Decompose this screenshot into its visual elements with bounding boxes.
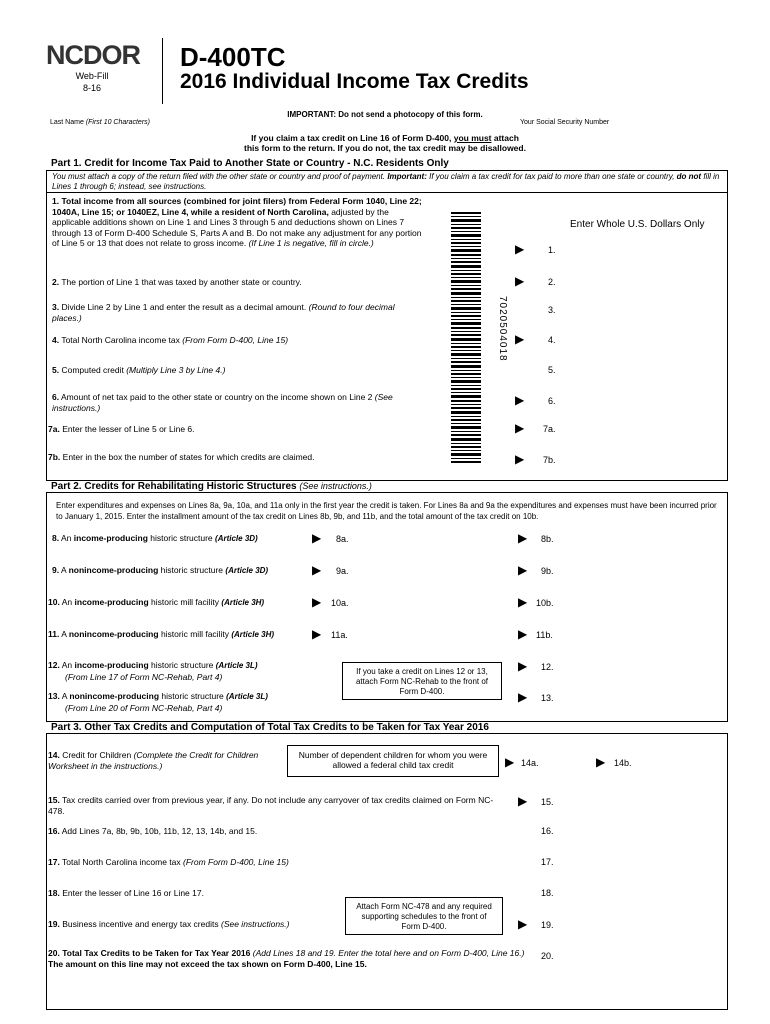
line-15: [48, 795, 498, 816]
claim-text-must: you must: [453, 133, 492, 143]
line-12-pre: An: [61, 660, 73, 670]
line-4-text: Total North Carolina income tax: [61, 335, 180, 345]
part3-header: [46, 721, 728, 734]
line-2-num: 2.: [52, 277, 60, 287]
line-5-num: 5.: [52, 365, 60, 375]
arrow-icon: ▶: [515, 332, 525, 346]
line-13-ref: (Article 3L): [226, 692, 268, 701]
line-10-num: 10.: [48, 597, 60, 607]
box-11a-label[interactable]: 11a.: [331, 630, 348, 640]
nc-rehab-callout: If you take a credit on Lines 12 or 13, attach Form NC-Rehab to the front of Form D-400.: [342, 662, 502, 700]
line-20-num: 20.: [48, 948, 60, 958]
box-2-label[interactable]: 2.: [548, 277, 556, 287]
arrow-icon: ▶: [596, 755, 606, 769]
line-18-text: Enter the lesser of Line 16 or Line 17.: [62, 888, 204, 898]
line-7b: [48, 452, 428, 463]
box-7b-label[interactable]: 7b.: [543, 455, 556, 465]
box-5-label[interactable]: 5.: [548, 365, 556, 375]
line-11-post: historic mill facility: [160, 629, 229, 639]
line-8-post: historic structure: [150, 533, 213, 543]
line-18: [48, 888, 204, 899]
line-8-ref: (Article 3D): [215, 534, 258, 543]
line-2: [52, 277, 424, 288]
arrow-icon: ▶: [515, 452, 525, 466]
line-16: [48, 826, 257, 837]
arrow-icon: ▶: [312, 595, 322, 609]
line-4: [52, 335, 424, 346]
line-19-text: Business incentive and energy tax credits: [62, 919, 219, 929]
box-6-label[interactable]: 6.: [548, 396, 556, 406]
arrow-icon: ▶: [518, 563, 528, 577]
line-20-bold2: The amount on this line may not exceed the tax shown on Form D-400, Line 15.: [48, 958, 367, 969]
nc-478-callout: Attach Form NC-478 and any required supporting schedules to the front of Form D-400.: [345, 897, 503, 935]
line-1-italic: (If Line 1 is negative, fill in circle.): [248, 238, 374, 248]
line-7b-num: 7b.: [48, 452, 61, 462]
box-7a-label[interactable]: 7a.: [543, 424, 556, 434]
barcode: [451, 212, 501, 464]
arrow-icon: ▶: [518, 595, 528, 609]
line-16-num: 16.: [48, 826, 60, 836]
claim-text-b: attach: [493, 133, 519, 143]
arrow-icon: ▶: [515, 242, 525, 256]
line-2-text: The portion of Line 1 that was taxed by another state or country.: [61, 277, 302, 287]
line-17: [48, 857, 289, 868]
line-1: [52, 196, 424, 249]
line-9-pre: A: [61, 565, 67, 575]
form-id: D-400TC: [180, 42, 286, 72]
part3-title: Part 3. Other Tax Credits and Computation of Total Tax Credits to be Taken for Tax Year 2016: [51, 722, 489, 733]
last-name-text: Last Name: [50, 119, 84, 126]
part1-note-do-not: do not: [676, 172, 702, 181]
line-11-bold: nonincome-producing: [68, 629, 159, 639]
web-fill-label: [62, 70, 122, 94]
arrow-icon: ▶: [518, 531, 528, 545]
line-8-bold: income-producing: [73, 533, 148, 543]
part1-header: [46, 158, 728, 171]
box-14b-label[interactable]: 14b.: [614, 758, 632, 768]
line-13-post: historic structure: [161, 691, 224, 701]
line-15-num: 15.: [48, 795, 60, 805]
arrow-icon: ▶: [518, 690, 528, 704]
arrow-icon: ▶: [312, 627, 322, 641]
arrow-icon: ▶: [505, 755, 515, 769]
part1-note: [52, 172, 722, 192]
web-fill-text: Web-Fill: [75, 71, 109, 81]
line-12-bold: income-producing: [74, 660, 149, 670]
ncdor-logo: NCDOR: [46, 40, 140, 70]
part1-title: Part 1. Credit for Income Tax Paid to Another State or Country - N.C. Residents Only: [51, 158, 449, 169]
line-4-italic: (From Form D-400, Line 15): [182, 335, 289, 345]
box-3-label[interactable]: 3.: [548, 305, 556, 315]
arrow-icon: ▶: [312, 563, 322, 577]
box-18-label[interactable]: 18.: [541, 888, 554, 898]
line-11-num: 11.: [48, 629, 60, 639]
line-1-num: 1.: [52, 196, 60, 206]
line-3-num: 3.: [52, 302, 60, 312]
box-11b-label[interactable]: 11b.: [536, 630, 553, 640]
arrow-icon: ▶: [312, 531, 322, 545]
line-13: [48, 691, 338, 713]
part1-note-divider: [46, 192, 728, 193]
line-12-num: 12.: [48, 660, 60, 670]
claim-text-a: If you claim a tax credit on Line 16 of Form D-400,: [251, 133, 452, 143]
line-6-italic: (See instructions.): [52, 392, 393, 413]
box-20-label[interactable]: 20.: [541, 951, 554, 961]
box-8a-label[interactable]: 8a.: [336, 534, 349, 544]
line-1-bold: Total income from all sources (combined for joint filers) from Federal Form 1040, Line 22; 1040A, Line 15; or 1040EZ, Line 4, while a resident of North Carolina,: [52, 196, 422, 217]
line-7a-text: Enter the lesser of Line 5 or Line 6.: [62, 424, 195, 434]
line-14-num: 14.: [48, 750, 60, 760]
line-5-text: Computed credit: [61, 365, 124, 375]
barcode-number: 7020504018: [497, 296, 508, 362]
line-7a-num: 7a.: [48, 424, 60, 434]
line-10-post: historic mill facility: [151, 597, 220, 607]
line-5: [52, 365, 424, 376]
box-13-label[interactable]: 13.: [541, 693, 554, 703]
version-text: 8-16: [82, 83, 101, 93]
line-10-ref: (Article 3H): [221, 598, 265, 607]
part1-note-b: If you claim a tax credit for tax paid to more than one state or country,: [429, 172, 675, 181]
line-10-bold: income-producing: [74, 597, 149, 607]
line-17-italic: (From Form D-400, Line 15): [183, 857, 289, 867]
line-14-italic: (Complete the Credit for Children Worksheet in the instructions.): [48, 750, 259, 771]
line-20: [48, 948, 528, 969]
line-3-italic: (Round to four decimal places.): [52, 302, 395, 323]
box-14a-label[interactable]: 14a.: [521, 758, 539, 768]
box-16-label[interactable]: 16.: [541, 826, 554, 836]
line-9-post: historic structure: [160, 565, 224, 575]
line-20-italic: (Add Lines 18 and 19. Enter the total here and on Form D-400, Line 16.): [252, 948, 525, 958]
line-11-pre: A: [61, 629, 67, 639]
arrow-icon: ▶: [518, 627, 528, 641]
box-9b-label[interactable]: 9b.: [541, 566, 554, 576]
line-3-text: Divide Line 2 by Line 1 and enter the result as a decimal amount.: [61, 302, 307, 312]
part2-header: [46, 480, 728, 493]
line-20-bold: Total Tax Credits to be Taken for Tax Year 2016: [62, 948, 251, 958]
box-15-label[interactable]: 15.: [541, 797, 554, 807]
line-15-text: Tax credits carried over from previous year, if any. Do not include any carryover of tax credits claimed on Form NC-478.: [48, 795, 494, 816]
line-1-text: adjusted by the applicable additions shown on Line 1 and Lines 3 through 5 and deductions shown on Lines 7 through 13 of Form D-400 Schedule S, Parts A and B. Do not make any adjustment for any portion of Line 5 or 13 that does not relate to gross income.: [52, 206, 422, 248]
line-19: [48, 919, 289, 930]
line-9-num: 9.: [52, 565, 60, 575]
children-count-label: Number of dependent children for whom you were allowed a federal child tax credit: [287, 745, 499, 777]
line-8-num: 8.: [52, 533, 60, 543]
box-10a-label[interactable]: 10a.: [331, 598, 349, 608]
arrow-icon: ▶: [515, 421, 525, 435]
line-13-sub: (From Line 20 of Form NC-Rehab, Part 4): [65, 702, 223, 713]
line-9-bold: nonincome-producing: [68, 565, 159, 575]
line-19-num: 19.: [48, 919, 60, 929]
line-12-ref: (Article 3L): [215, 661, 258, 670]
line-19-italic: (See instructions.): [220, 919, 290, 929]
line-7a: [48, 424, 428, 435]
part1-note-a: You must attach a copy of the return filed with the other state or country and proof of payment.: [52, 172, 386, 181]
important-notice: IMPORTANT: Do not send a photocopy of this form.: [287, 110, 483, 119]
line-11: [48, 629, 274, 641]
line-12: [48, 660, 338, 682]
box-1-label[interactable]: 1.: [548, 245, 556, 255]
line-12-sub: (From Line 17 of Form NC-Rehab, Part 4): [65, 671, 223, 682]
line-10: [48, 597, 264, 609]
line-6: [52, 392, 424, 413]
box-8b-label[interactable]: 8b.: [541, 534, 554, 544]
claim-notice: [0, 133, 770, 153]
arrow-icon: ▶: [518, 794, 528, 808]
line-7b-text: Enter in the box the number of states for which credits are claimed.: [62, 452, 315, 462]
last-name-hint: (First 10 Characters): [85, 119, 150, 126]
line-13-pre: A: [61, 691, 67, 701]
line-6-text: Amount of net tax paid to the other state or country on the income shown on Line 2: [61, 392, 373, 402]
line-11-ref: (Article 3H): [231, 630, 275, 639]
part2-title: Part 2. Credits for Rehabilitating Historic Structures: [51, 481, 297, 492]
line-14-text: Credit for Children: [62, 750, 132, 760]
box-17-label[interactable]: 17.: [541, 857, 554, 867]
line-8-pre: An: [61, 533, 72, 543]
arrow-icon: ▶: [518, 917, 528, 931]
arrow-icon: ▶: [518, 659, 528, 673]
line-13-bold: nonincome-producing: [69, 691, 160, 701]
line-5-italic: (Multiply Line 3 by Line 4.): [126, 365, 226, 375]
box-4-label[interactable]: 4.: [548, 335, 556, 345]
part2-intro: Enter expenditures and expenses on Lines 8a, 9a, 10a, and 11a only in the first year the credit is taken. For Lines 8a and 9a the expenditures and expenses must have been incurred prior to January 1, 2015. Enter the installment amount of the tax credit on Lines 8b, 9b, and 11b, and the total amount of the tax credit on 10b.: [56, 501, 717, 521]
claim-text-line2: this form to the return. If you do not, the tax credit may be disallowed.: [244, 143, 526, 153]
ssn-label: Your Social Security Number: [520, 119, 610, 126]
line-17-text: Total North Carolina income tax: [62, 857, 181, 867]
part1-note-c: fill in Lines 1 through 6; instead, see instructions.: [52, 172, 720, 191]
arrow-icon: ▶: [515, 274, 525, 288]
whole-dollars-note: Enter Whole U.S. Dollars Only: [570, 219, 705, 230]
line-16-text: Add Lines 7a, 8b, 9b, 10b, 11b, 12, 13, 14b, and 15.: [61, 826, 258, 836]
line-4-num: 4.: [52, 335, 60, 345]
line-17-num: 17.: [48, 857, 60, 867]
line-9-ref: (Article 3D): [225, 566, 269, 575]
line-8: [52, 533, 258, 545]
arrow-icon: ▶: [515, 393, 525, 407]
box-12-label[interactable]: 12.: [541, 662, 554, 672]
line-12-post: historic structure: [151, 660, 214, 670]
line-9: [52, 565, 268, 577]
line-18-num: 18.: [48, 888, 60, 898]
line-14: [48, 750, 278, 771]
box-19-label[interactable]: 19.: [541, 920, 554, 930]
box-9a-label[interactable]: 9a.: [336, 566, 349, 576]
last-name-label: [50, 119, 150, 126]
header-divider: [162, 38, 163, 104]
part2-title-note: (See instructions.): [299, 481, 372, 491]
page-title: 2016 Individual Income Tax Credits: [180, 70, 529, 93]
box-10b-label[interactable]: 10b.: [536, 598, 554, 608]
line-10-pre: An: [61, 597, 73, 607]
part1-note-important: Important:: [387, 172, 427, 181]
line-13-num: 13.: [48, 691, 60, 701]
line-6-num: 6.: [52, 392, 60, 402]
line-3: [52, 302, 424, 323]
